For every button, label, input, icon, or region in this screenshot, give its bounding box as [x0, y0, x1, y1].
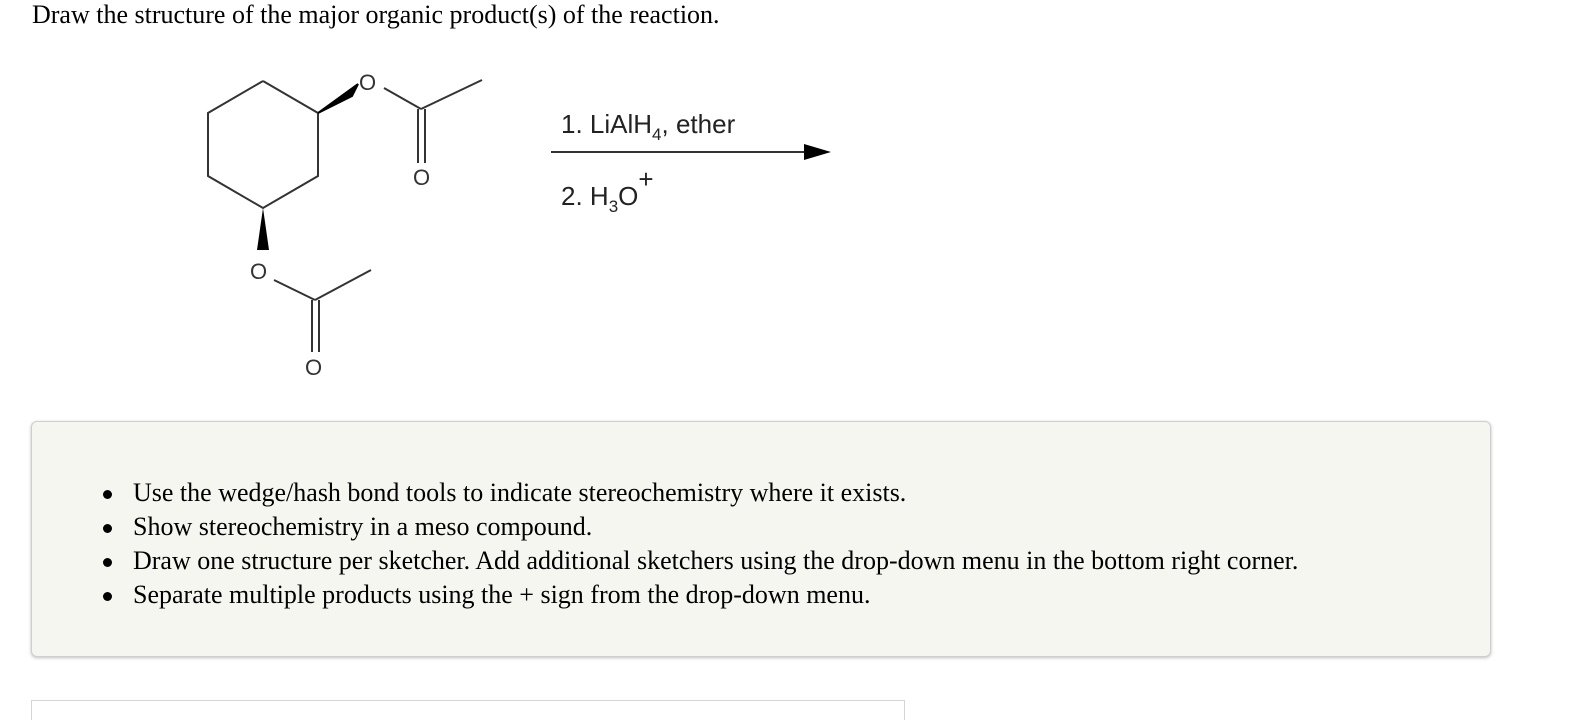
condition-step-1: 1. LiAlH$_4$, ether [561, 109, 736, 144]
sketcher-panel[interactable] [31, 700, 905, 720]
question-prompt: Draw the structure of the major organic product(s) of the reaction. [32, 0, 720, 29]
reaction-arrow-head [804, 144, 831, 160]
wedge-bond-top [318, 84, 358, 113]
condition-step-2: 2. $H_3O+$ [561, 164, 654, 216]
bottom-acetate-bonds [274, 270, 371, 352]
top-carbonyl-oxygen: O [413, 165, 431, 190]
instructions-list [133, 476, 1298, 612]
cyclohexane-ring [208, 81, 318, 208]
top-ester-oxygen: O [359, 70, 377, 95]
instructions-panel [31, 421, 1491, 657]
instruction-item: Separate multiple products using the + sign from the drop-down menu. [133, 578, 1298, 612]
instruction-item: Draw one structure per sketcher. Add additional sketchers using the drop-down menu in the bottom right corner. [133, 544, 1298, 578]
wedge-bond-bottom [257, 208, 269, 250]
instruction-item: Use the wedge/hash bond tools to indicate stereochemistry where it exists. [133, 476, 1298, 510]
bottom-carbonyl-oxygen: O [305, 355, 323, 380]
top-acetate-bonds [384, 80, 482, 163]
bottom-ester-oxygen: O [250, 259, 268, 284]
instruction-item: Show stereochemistry in a meso compound. [133, 510, 1298, 544]
